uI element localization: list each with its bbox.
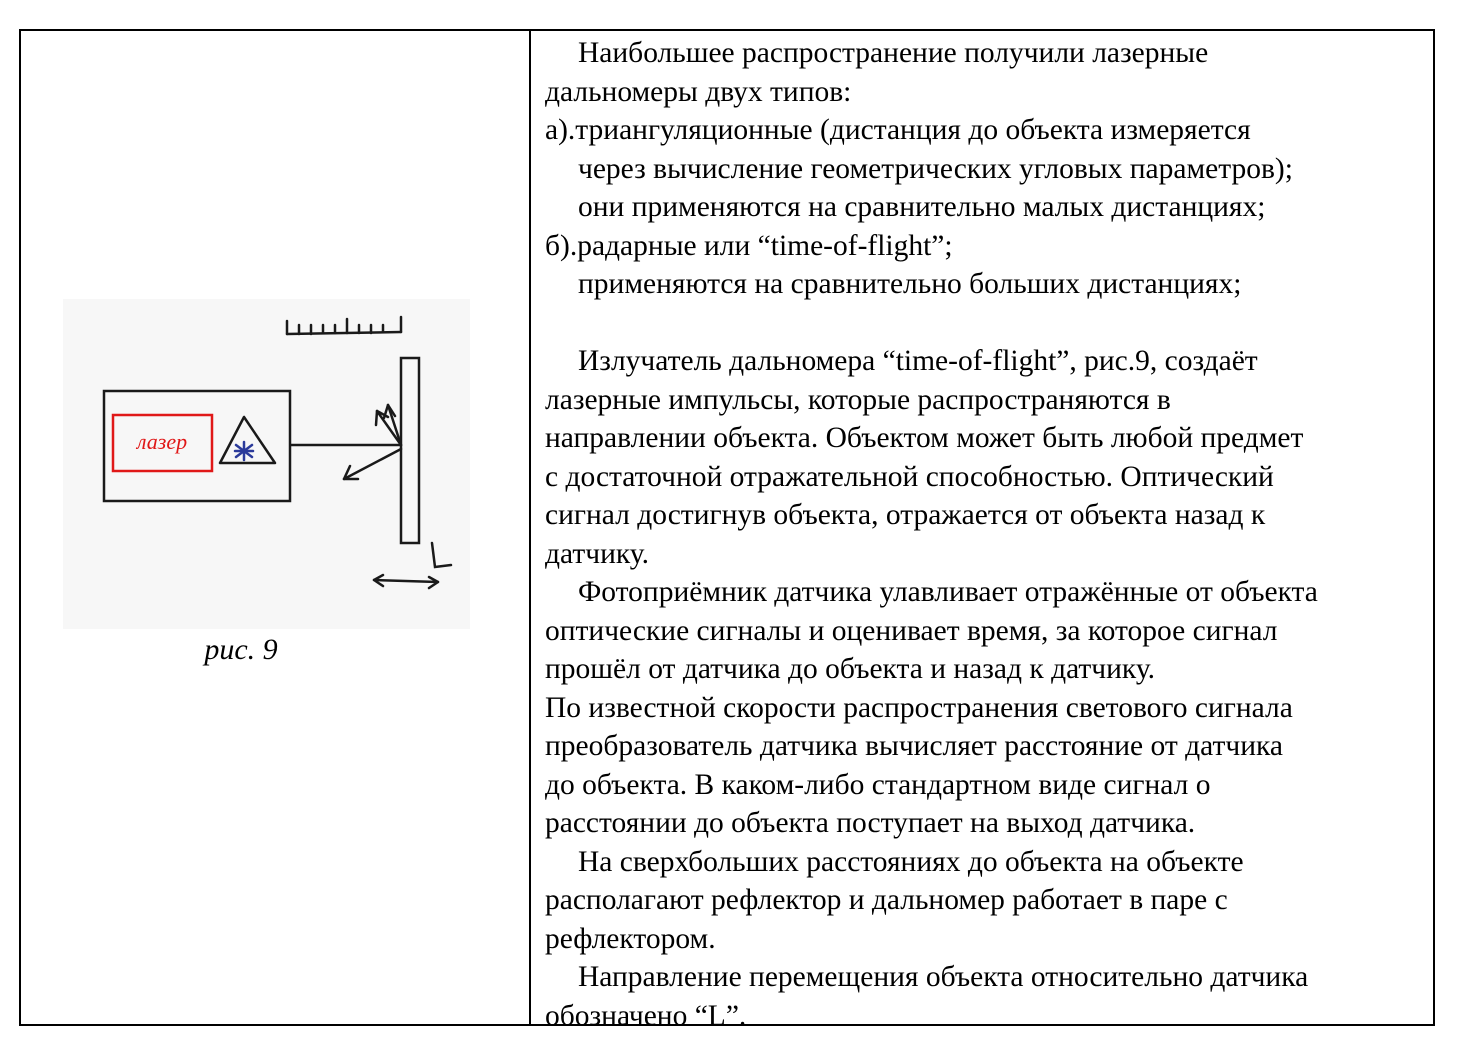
text-line: датчику. xyxy=(545,537,649,570)
text-line: По известной скорости распространения светового сигнала xyxy=(545,691,1293,724)
star-icon xyxy=(235,442,253,460)
text-line: с достаточной отражательной способностью. Оптический xyxy=(545,460,1274,493)
text-line: направлении объекта. Объектом может быть любой предмет xyxy=(545,422,1304,454)
figure-9-drawing xyxy=(63,299,470,629)
text-line: б).радарные или “time-of-flight”; xyxy=(545,229,953,262)
text-line: Фотоприёмник датчика улавливает отражённые от объекта xyxy=(578,576,1318,608)
text-line: расстоянии до объекта поступает на выход датчика. xyxy=(545,807,1196,839)
axis-label: L xyxy=(63,299,64,300)
text-line xyxy=(545,304,1433,343)
photodetector-triangle xyxy=(220,417,275,463)
laser-label: лазер xyxy=(136,429,188,454)
text-line: располагают рефлектор и дальномер работает в паре с xyxy=(545,884,1228,916)
text-line: дальномеры двух типов: xyxy=(545,75,852,108)
text-line: через вычисление геометрических угловых параметров); xyxy=(578,152,1293,185)
text-line: Излучатель дальномера “time-of-flight”, рис.9, создаёт xyxy=(578,345,1258,377)
text-line: прошёл от датчика до объекта и назад к датчику. xyxy=(545,653,1156,685)
text-line: оптические сигналы и оценивает время, за которое сигнал xyxy=(545,614,1278,647)
text-line: лазерные импульсы, которые распространяются в xyxy=(545,383,1171,416)
text-line: применяются на сравнительно больших дистанциях; xyxy=(578,268,1242,300)
text-line: рефлектором. xyxy=(545,922,716,955)
figure-cell xyxy=(21,31,529,1024)
text-line: Направление перемещения объекта относительно датчика xyxy=(578,961,1309,993)
text-line: На сверхбольших расстояниях до объекта на объекте xyxy=(578,845,1244,878)
text-cell xyxy=(545,34,1433,1035)
rangefinder-diagram xyxy=(63,299,470,629)
content-table xyxy=(19,29,1435,1032)
reflected-rays xyxy=(344,405,401,479)
text-line: они применяются на сравнительно малых дистанциях; xyxy=(578,191,1266,223)
text-line: Наибольшее распространение получили лазерные xyxy=(578,37,1209,69)
ruler-scale xyxy=(287,317,401,334)
text-line: преобразователь датчика вычисляет расстояние от датчика xyxy=(545,730,1283,762)
target-object xyxy=(401,358,419,543)
text-line: до объекта. В каком-либо стандартном виде сигнал о xyxy=(545,768,1211,801)
text-line: а).триангуляционные (дистанция до объекта измеряется xyxy=(545,114,1251,146)
figure-caption: рис. 9 xyxy=(204,633,278,666)
axis-letter-l xyxy=(432,543,451,567)
text-line: обозначено “L”. xyxy=(545,999,747,1032)
column-divider xyxy=(529,31,531,1024)
movement-arrow xyxy=(374,575,438,588)
text-line: сигнал достигнув объекта, отражается от объекта назад к xyxy=(545,499,1266,531)
